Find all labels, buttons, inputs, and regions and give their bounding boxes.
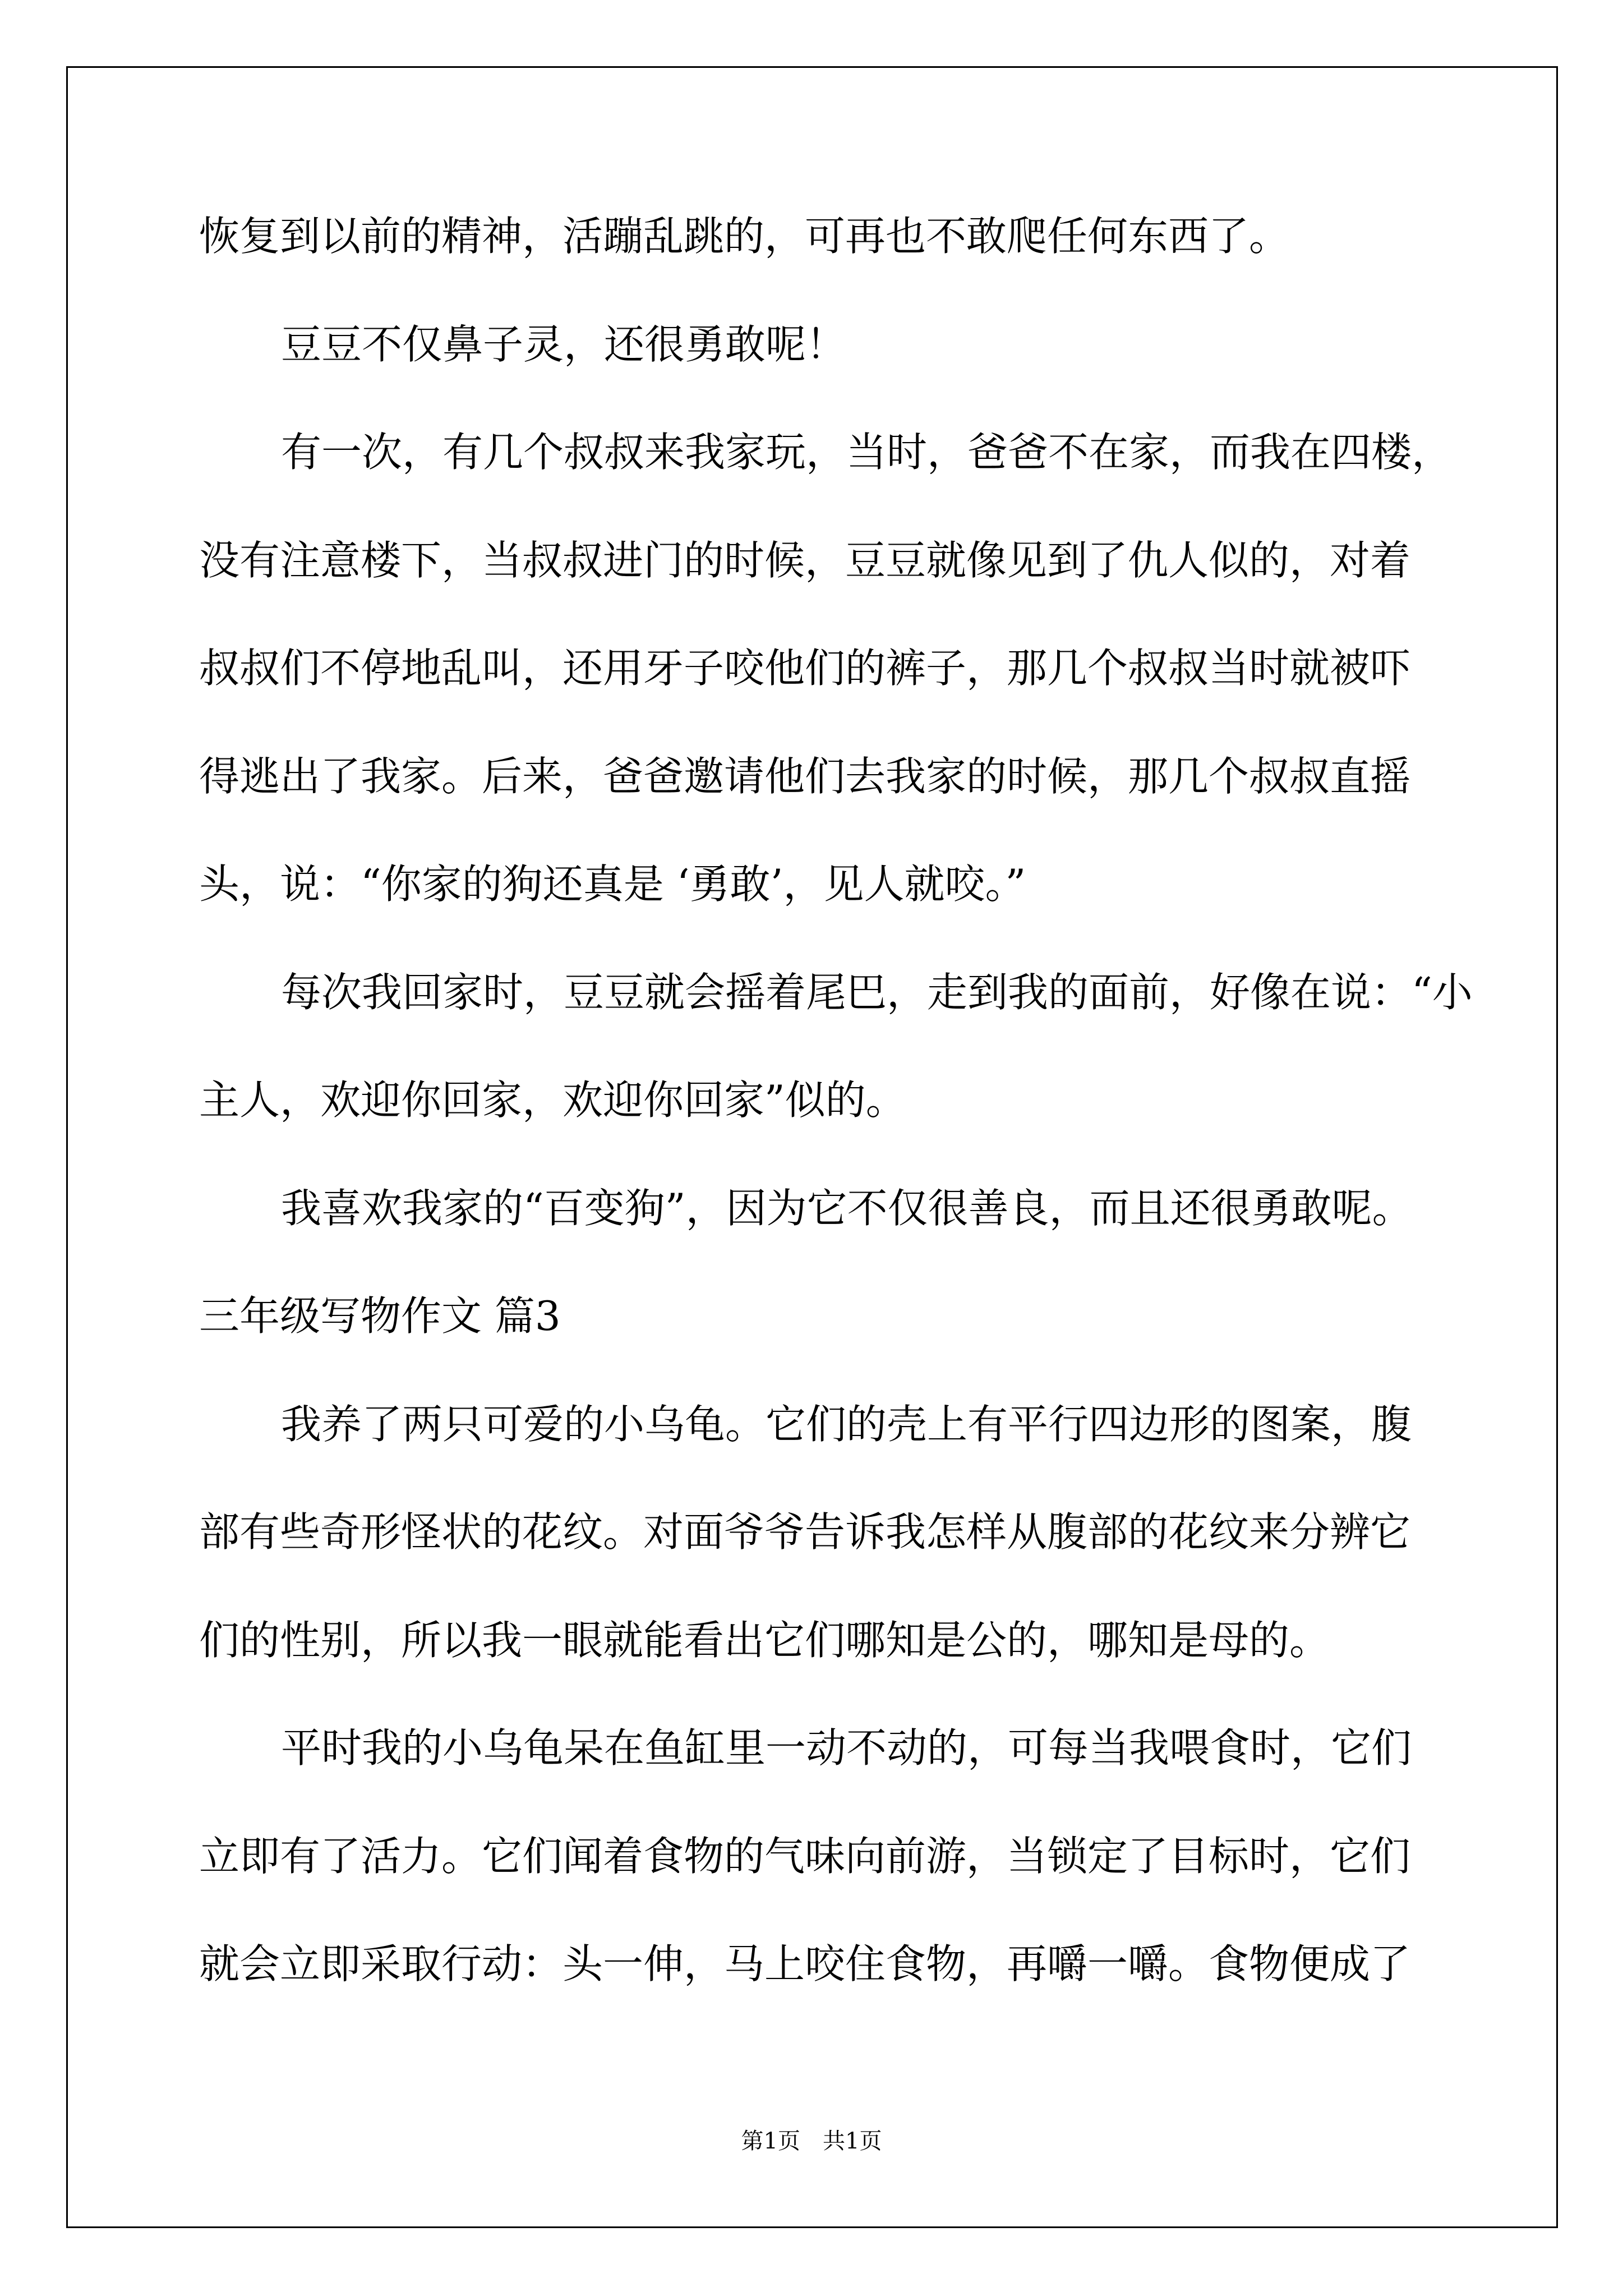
paragraph-line: 头，说：“你家的狗还真是 ‘勇敢’，见人就咬。” (199, 861, 1026, 908)
paragraph-line: 每次我回家时，豆豆就会摇着尾巴，走到我的面前，好像在说：“小 (281, 969, 1473, 1016)
page-footer: 第1页 共1页 (741, 2128, 882, 2154)
paragraph-line: 们的性别，所以我一眼就能看出它们哪知是公的，哪知是母的。 (199, 1617, 1330, 1664)
paragraph-line: 恢复到以前的精神，活蹦乱跳的，可再也不敢爬任何东西了。 (199, 213, 1290, 260)
paragraph-line: 豆豆不仅鼻子灵，还很勇敢呢！ (281, 321, 847, 368)
paragraph-line: 立即有了活力。它们闻着食物的气味向前游，当锁定了目标时，它们 (199, 1833, 1411, 1880)
paragraph-line: 主人，欢迎你回家，欢迎你回家”似的。 (199, 1076, 906, 1124)
section-heading: 三年级写物作文 篇3 (199, 1292, 561, 1340)
paragraph-line: 部有些奇形怪状的花纹。对面爷爷告诉我怎样从腹部的花纹来分辨它 (199, 1508, 1411, 1556)
paragraph-line: 我喜欢我家的“百变狗”，因为它不仅很善良，而且还很勇敢呢。 (281, 1185, 1413, 1232)
paragraph-line: 没有注意楼下，当叔叔进门的时候，豆豆就像见到了仇人似的，对着 (199, 537, 1411, 584)
paragraph-line: 得逃出了我家。后来，爸爸邀请他们去我家的时候，那几个叔叔直摇 (199, 753, 1411, 800)
page-border (66, 66, 1558, 2228)
paragraph-line: 就会立即采取行动：头一伸，马上咬住食物，再嚼一嚼。食物便成了 (199, 1940, 1411, 1987)
paragraph-line: 有一次，有几个叔叔来我家玩，当时，爸爸不在家，而我在四楼， (281, 429, 1453, 476)
paragraph-line: 叔叔们不停地乱叫，还用牙子咬他们的裤子，那几个叔叔当时就被吓 (199, 645, 1411, 692)
paragraph-line: 平时我的小乌龟呆在鱼缸里一动不动的，可每当我喂食时，它们 (281, 1724, 1412, 1772)
paragraph-line: 我养了两只可爱的小乌龟。它们的壳上有平行四边形的图案，腹 (281, 1401, 1412, 1448)
